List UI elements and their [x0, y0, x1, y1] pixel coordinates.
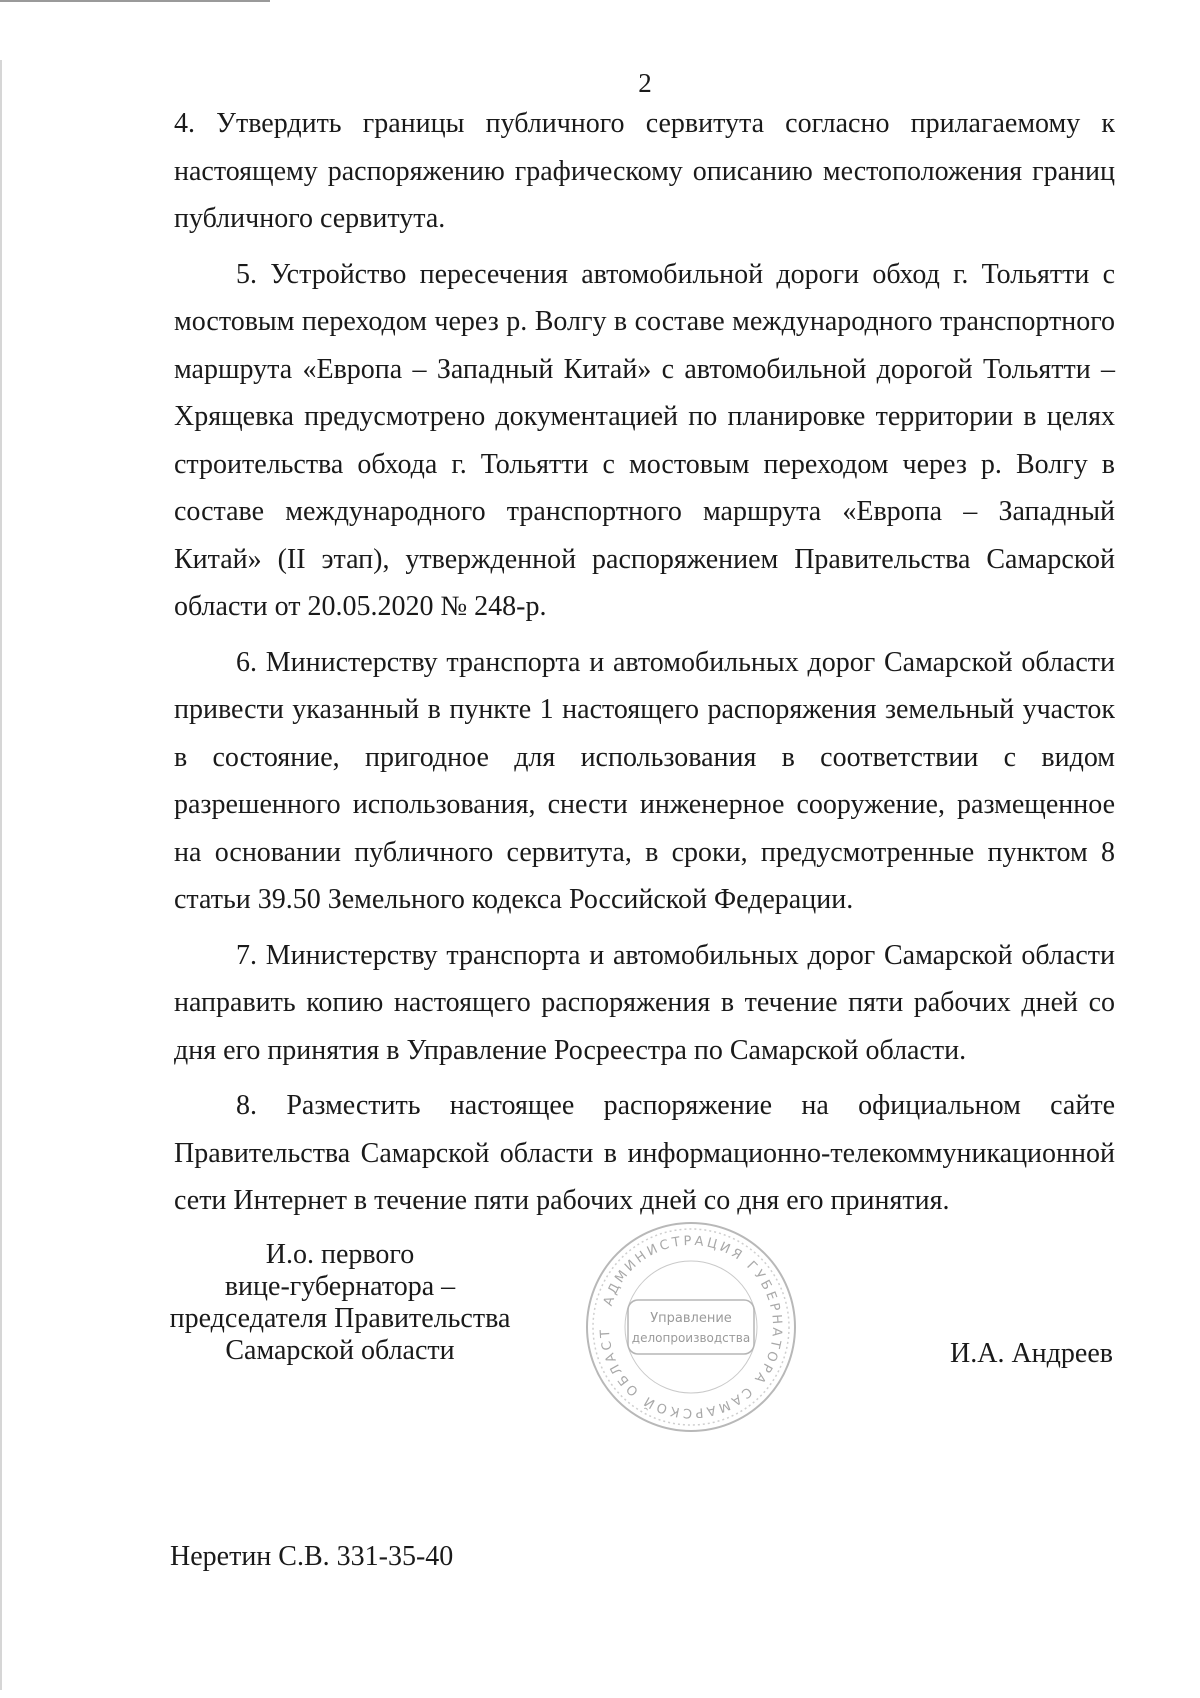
- paragraph-item-5: 5. Устройство пересечения автомобильной дороги обход г. Тольятти с мостовым переходом через р. Волгу в составе международного транспортного маршрута «Европа – Западный Китай» с автомобильной дорогой Тольятти – Хрящевка предусмотрено документацией по планировке территории в целях строительства обхода г. Тольятти с мостовым переходом через р. Волгу в составе международного транспортного маршрута «Европа – Западный Китай» (II этап), утвержденной распоряжением Правительства Самарской области от 20.05.2020 № 248-р.: [174, 258, 1115, 622]
- signatory-title-line: И.о. первого: [265, 1239, 415, 1270]
- paragraph-item-8: 8. Разместить настоящее распоряжение на официальном сайте Правительства Самарской области в информационно-телекоммуникационной сети Интернет в течение пяти рабочих дней со дня его принятия.: [174, 1090, 1115, 1216]
- signatory-title-line: председателя Правительства: [169, 1303, 511, 1334]
- signatory-name: И.А. Андреев: [950, 1338, 1113, 1369]
- paragraph-item-4: 4. Утвердить границы публичного сервитута согласно прилагаемому к настоящему распоряжению графическому описанию местоположения границ публичного сервитута.: [174, 108, 1115, 234]
- signatory-title-line: Самарской области: [225, 1335, 455, 1366]
- scan-edge-left: [0, 60, 2, 1690]
- seal-outer-text: АДМИНИСТРАЦИЯ ГУБЕРНАТОРА САМАРСКОЙ ОБЛАСТ: [597, 1233, 785, 1421]
- seal-graphic: [582, 1218, 800, 1436]
- page-number: 2: [638, 68, 652, 98]
- seal-center-line: делопроизводства: [631, 1331, 751, 1345]
- paragraph-item-7: 7. Министерству транспорта и автомобильных дорог Самарской области направить копию настоящего распоряжения в течение пяти рабочих дней со дня его принятия в Управление Росреестра по Самарской области.: [174, 939, 1115, 1066]
- signatory-title: [160, 1239, 520, 1367]
- seal-center-line: Управление: [650, 1311, 732, 1326]
- scan-edge-top: [0, 0, 270, 2]
- signatory-title-line: вице-губернатора –: [224, 1271, 456, 1302]
- document-body: [174, 100, 1115, 1225]
- official-seal-stamp: [582, 1218, 800, 1436]
- paragraph-item-6: 6. Министерству транспорта и автомобильных дорог Самарской области привести указанный в пункте 1 настоящего распоряжения земельный участок в состояние, пригодное для использования в соответствии с видом разрешенного использования, снести инженерное сооружение, размещенное на основании публичного сервитута, в сроки, предусмотренные пунктом 8 статьи 39.50 Земельного кодекса Российской Федерации.: [174, 646, 1115, 915]
- contact-line: Неретин С.В. 331-35-40: [170, 1541, 454, 1572]
